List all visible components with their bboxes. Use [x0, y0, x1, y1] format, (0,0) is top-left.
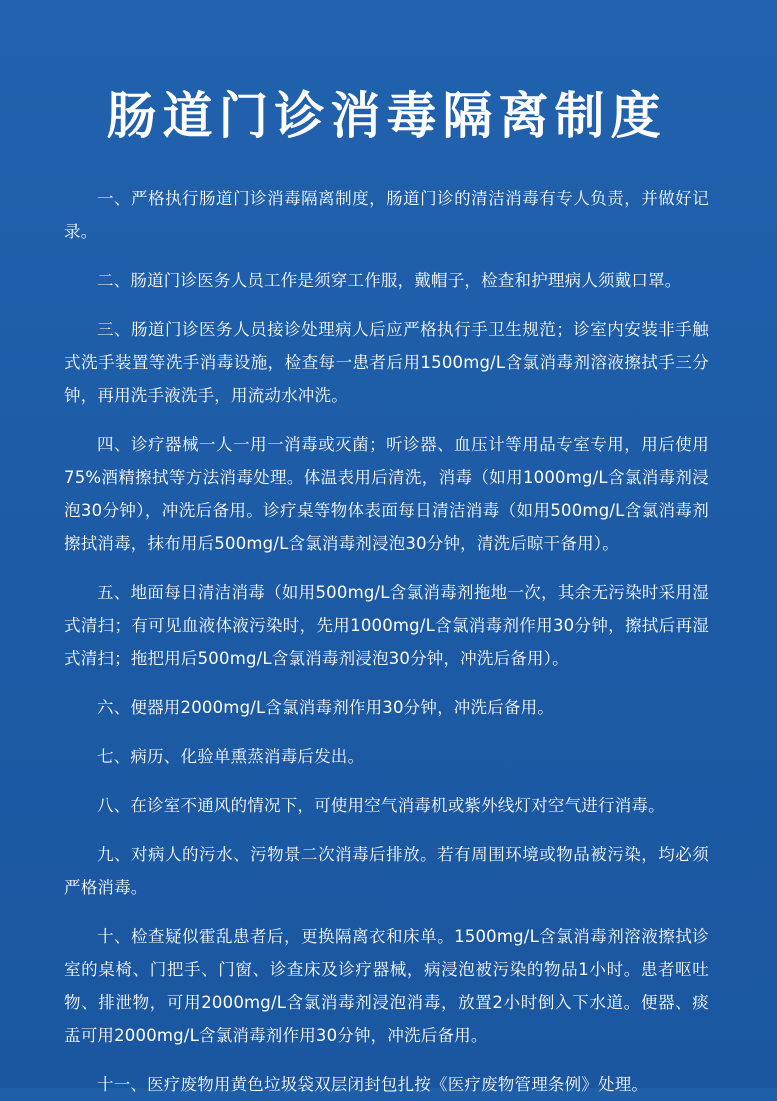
regulation-item-2: 二、肠道门诊医务人员工作是须穿工作服，戴帽子，检查和护理病人须戴口罩。: [97, 271, 682, 290]
regulation-item-10: 十、检查疑似霍乱患者后，更换隔离衣和床单。1500mg/L含氯消毒剂溶液擦拭诊室的桌椅、门把手、门窗、诊查床及诊疗器械，病浸泡被污染的物品1小时。患者呕吐物、排泄物，可用2000mg/L含氯消毒剂浸泡消毒，放置2小时倒入下水道。便器、痰盂可用2000mg/L含氯消毒剂作用30分钟，冲洗后备用。: [64, 927, 709, 1045]
regulation-body: [64, 182, 709, 1101]
regulation-item-5: 五、地面每日清洁消毒（如用500mg/L含氯消毒剂拖地一次，其余无污染时采用湿式清扫；有可见血液体液污染时，先用1000mg/L含氯消毒剂作用30分钟，擦拭后再湿式清扫；拖把用后500mg/L含氯消毒剂浸泡30分钟，冲洗后备用）。: [64, 583, 709, 668]
regulation-item-9: 九、对病人的污水、污物景二次消毒后排放。若有周围环境或物品被污染，均必须严格消毒。: [64, 845, 709, 897]
regulation-item-6: 六、便器用2000mg/L含氯消毒剂作用30分钟，冲洗后备用。: [97, 698, 554, 717]
regulation-item-7: 七、病历、化验单熏蒸消毒后发出。: [97, 747, 365, 766]
regulation-item-3: 三、肠道门诊医务人员接诊处理病人后应严格执行手卫生规范；诊室内安装非手触式洗手装置等洗手消毒设施，检查每一患者后用1500mg/L含氯消毒剂溶液擦拭手三分钟，再用洗手液洗手，用流动水冲洗。: [64, 320, 709, 405]
regulation-item-8: 八、在诊室不通风的情况下，可使用空气消毒机或紫外线灯对空气进行消毒。: [97, 796, 665, 815]
regulation-item-11: 十一、医疗废物用黄色垃圾袋双层闭封包扎按《医疗废物管理条例》处理。: [97, 1075, 649, 1094]
regulation-item-1: 一、严格执行肠道门诊消毒隔离制度，肠道门诊的清洁消毒有专人负责，并做好记录。: [64, 189, 709, 241]
regulation-item-4: 四、诊疗器械一人一用一消毒或灭菌；听诊器、血压计等用品专室专用，用后使用75%酒精擦拭等方法消毒处理。体温表用后清洗，消毒（如用1000mg/L含氯消毒剂浸泡30分钟），冲洗后备用。诊疗桌等物体表面每日清洁消毒（如用500mg/L含氯消毒剂擦拭消毒，抹布用后500mg/L含氯消毒剂浸泡30分钟，清洗后晾干备用）。: [64, 435, 709, 553]
page-title: 肠道门诊消毒隔离制度: [106, 87, 667, 145]
